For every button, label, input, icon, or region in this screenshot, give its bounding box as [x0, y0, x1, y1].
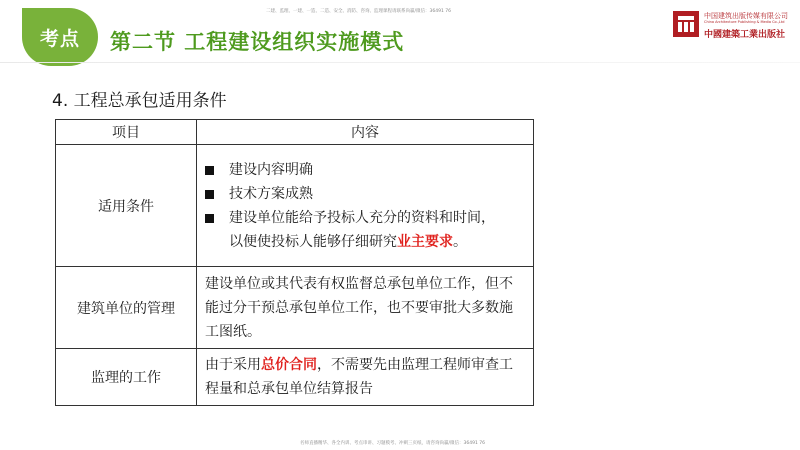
list-item: 建设单位能给予投标人充分的资料和时间，	[205, 206, 525, 230]
table-header-row	[56, 120, 534, 145]
content-prefix: 由于采用	[205, 357, 261, 373]
conditions-table	[55, 119, 534, 406]
content-suffix: ，不需要先由监理工程师审查工程量和总承包单位结算报告	[205, 357, 513, 397]
table-row	[56, 145, 534, 267]
row-label: 适用条件	[56, 145, 197, 267]
publisher-name-en: China Architecture Publishing & Media Co.,Ltd	[704, 20, 785, 24]
row-label: 建筑单位的管理	[56, 267, 197, 349]
table-row	[56, 267, 534, 349]
footer-notice: 名师直播精华、各全内训、考点串讲、习题模考、冲刺三页纸，请咨询尚赢/微信：36491 76	[300, 441, 485, 446]
header-divider	[0, 62, 800, 63]
section-title: 第二节 工程建设组织实施模式	[110, 30, 405, 54]
list-item: 技术方案成熟	[205, 182, 525, 206]
list-item-continuation	[205, 230, 525, 254]
publisher-logo-icon	[672, 10, 700, 38]
publisher-logo	[672, 10, 792, 42]
list-item: 建设内容明确	[205, 158, 525, 182]
emphasis-text: 总价合同	[261, 357, 317, 373]
row-content	[197, 349, 534, 406]
row-content: 建设单位或其代表有权监督总承包单位工作，但不能过分干预总承包单位工作，也不要审批大多数施工图纸。	[197, 267, 534, 349]
table-header-content: 内容	[197, 120, 534, 145]
tail-text: 。	[453, 233, 467, 250]
top-notice: 二建、监理、一建、一造、二造、安全、消防、咨询、监理课程请联系尚赢/微信：36491 76	[266, 9, 451, 14]
continuation-text: 以便使投标人能够仔细研究	[229, 233, 397, 250]
row-content	[197, 145, 534, 267]
bullet-list	[205, 158, 525, 254]
table-header-item: 项目	[56, 120, 197, 145]
emphasis-text: 业主要求	[397, 233, 453, 250]
topic-badge	[22, 8, 98, 66]
topic-badge-label: 考点	[39, 27, 80, 50]
row-label: 监理的工作	[56, 349, 197, 406]
publisher-name-cn: 中国建筑出版传媒有限公司	[704, 12, 788, 20]
table-row	[56, 349, 534, 406]
page-heading: 4. 工程总承包适用条件	[52, 91, 227, 111]
publisher-name-calligraphy: 中國建築工業出版社	[704, 30, 786, 40]
